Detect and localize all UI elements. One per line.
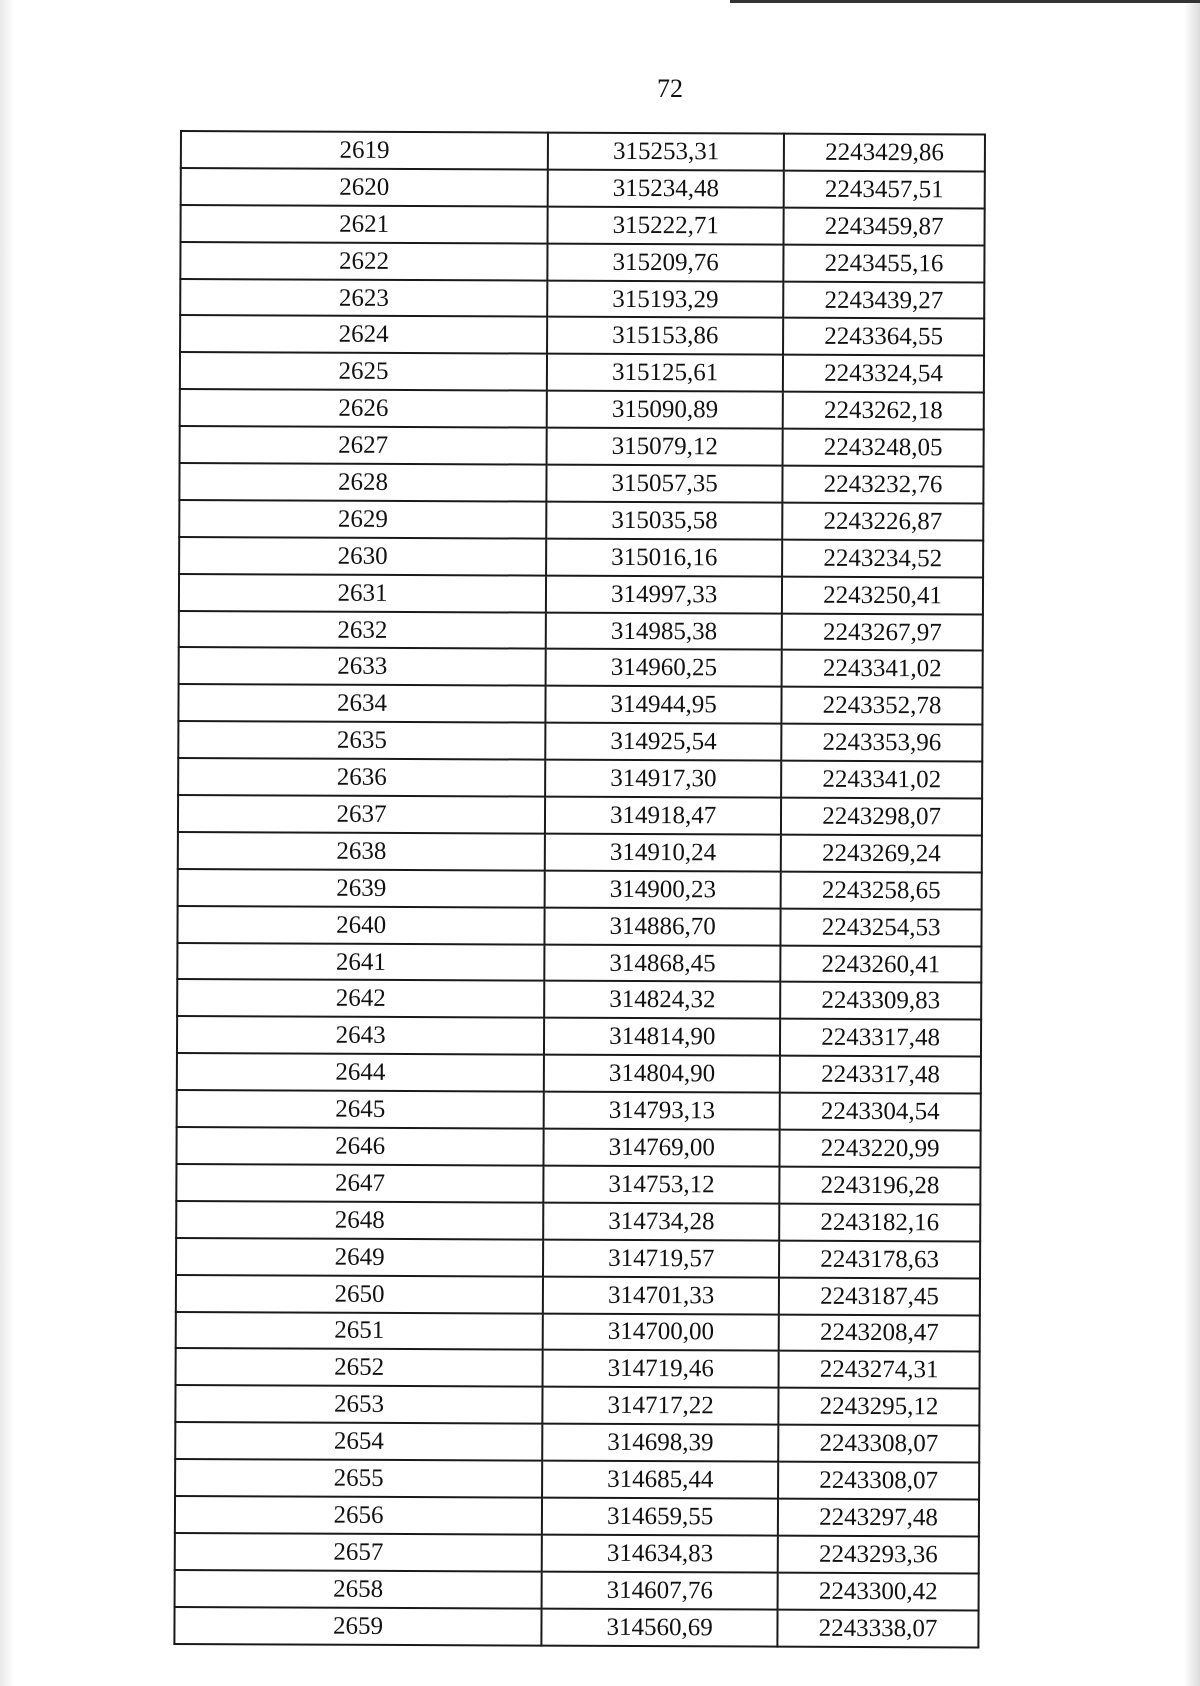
point-number-cell: 2656 xyxy=(175,1496,542,1534)
table-row xyxy=(175,1385,979,1425)
y-coordinate-cell: 2243234,52 xyxy=(782,539,983,577)
x-coordinate-cell: 315125,61 xyxy=(547,354,783,392)
x-coordinate-cell: 314560,69 xyxy=(542,1608,778,1646)
y-coordinate-cell: 2243293,36 xyxy=(778,1535,979,1573)
y-coordinate-cell: 2243254,53 xyxy=(781,908,982,946)
point-number-cell: 2653 xyxy=(175,1385,542,1423)
scan-edge-left xyxy=(0,0,14,1686)
table-row xyxy=(176,1311,980,1351)
point-number-cell: 2640 xyxy=(177,906,544,944)
point-number-cell: 2626 xyxy=(180,389,547,427)
x-coordinate-cell: 314634,83 xyxy=(542,1534,778,1572)
x-coordinate-cell: 315153,86 xyxy=(547,317,783,355)
scan-top-line xyxy=(730,0,1200,3)
table-row xyxy=(178,721,982,761)
y-coordinate-cell: 2243308,07 xyxy=(778,1462,979,1500)
table-row xyxy=(177,906,981,946)
y-coordinate-cell: 2243341,02 xyxy=(781,761,982,799)
table-row xyxy=(178,684,982,724)
x-coordinate-cell: 315016,16 xyxy=(546,538,782,576)
table-row xyxy=(176,1275,980,1315)
y-coordinate-cell: 2243308,07 xyxy=(778,1425,979,1463)
y-coordinate-cell: 2243232,76 xyxy=(783,466,984,504)
point-number-cell: 2624 xyxy=(180,315,547,353)
y-coordinate-cell: 2243459,87 xyxy=(784,207,985,245)
table-row xyxy=(175,1496,979,1536)
point-number-cell: 2641 xyxy=(177,943,544,981)
y-coordinate-cell: 2243295,12 xyxy=(779,1388,980,1426)
point-number-cell: 2639 xyxy=(178,869,545,907)
x-coordinate-cell: 314734,28 xyxy=(543,1202,779,1240)
table-row xyxy=(181,168,985,208)
x-coordinate-cell: 314685,44 xyxy=(542,1461,778,1499)
x-coordinate-cell: 314886,70 xyxy=(545,907,781,945)
x-coordinate-cell: 315057,35 xyxy=(547,465,783,503)
x-coordinate-cell: 314900,23 xyxy=(545,870,781,908)
x-coordinate-cell: 314824,32 xyxy=(544,981,780,1019)
x-coordinate-cell: 314719,57 xyxy=(543,1239,779,1277)
table-row xyxy=(179,611,983,651)
table-row xyxy=(174,1607,978,1647)
table-row xyxy=(177,1016,981,1056)
point-number-cell: 2654 xyxy=(175,1422,542,1460)
table-row xyxy=(175,1533,979,1573)
point-number-cell: 2642 xyxy=(177,979,544,1017)
y-coordinate-cell: 2243258,65 xyxy=(781,871,982,909)
table-row xyxy=(177,1090,981,1130)
x-coordinate-cell: 314607,76 xyxy=(542,1571,778,1609)
x-coordinate-cell: 314944,95 xyxy=(546,686,782,724)
table-row xyxy=(178,832,982,872)
point-number-cell: 2630 xyxy=(179,537,546,575)
x-coordinate-cell: 314700,00 xyxy=(543,1313,779,1351)
x-coordinate-cell: 315209,76 xyxy=(548,243,784,281)
table-row xyxy=(179,647,983,687)
x-coordinate-cell: 314698,39 xyxy=(542,1424,778,1462)
table-row xyxy=(176,1201,980,1241)
point-number-cell: 2627 xyxy=(180,426,547,464)
x-coordinate-cell: 314753,12 xyxy=(543,1166,779,1204)
table-row xyxy=(176,1238,980,1278)
y-coordinate-cell: 2243338,07 xyxy=(778,1609,979,1647)
point-number-cell: 2644 xyxy=(177,1053,544,1091)
y-coordinate-cell: 2243341,02 xyxy=(782,650,983,688)
point-number-cell: 2632 xyxy=(179,611,546,649)
table-row xyxy=(175,1459,979,1499)
table-row xyxy=(180,352,984,392)
y-coordinate-cell: 2243439,27 xyxy=(783,281,984,319)
y-coordinate-cell: 2243178,63 xyxy=(779,1240,980,1278)
table-row xyxy=(176,1164,980,1204)
y-coordinate-cell: 2243226,87 xyxy=(782,503,983,541)
y-coordinate-cell: 2243298,07 xyxy=(781,798,982,836)
y-coordinate-cell: 2243274,31 xyxy=(779,1351,980,1389)
table-row xyxy=(178,795,982,835)
point-number-cell: 2645 xyxy=(177,1090,544,1128)
table-row xyxy=(179,463,983,503)
x-coordinate-cell: 315035,58 xyxy=(546,502,782,540)
point-number-cell: 2637 xyxy=(178,795,545,833)
x-coordinate-cell: 314985,38 xyxy=(546,612,782,650)
table-row xyxy=(177,1053,981,1093)
x-coordinate-cell: 314997,33 xyxy=(546,575,782,613)
table-row xyxy=(178,758,982,798)
point-number-cell: 2651 xyxy=(176,1311,543,1349)
x-coordinate-cell: 314719,46 xyxy=(543,1350,779,1388)
y-coordinate-cell: 2243260,41 xyxy=(780,945,981,983)
y-coordinate-cell: 2243196,28 xyxy=(780,1167,981,1205)
y-coordinate-cell: 2243187,45 xyxy=(779,1277,980,1315)
x-coordinate-cell: 314918,47 xyxy=(545,797,781,835)
point-number-cell: 2623 xyxy=(180,279,547,317)
point-number-cell: 2628 xyxy=(179,463,546,501)
y-coordinate-cell: 2243324,54 xyxy=(783,355,984,393)
scan-edge-right xyxy=(1184,0,1200,1686)
page-number: 72 xyxy=(657,74,683,103)
table-row xyxy=(180,389,984,429)
point-number-cell: 2655 xyxy=(175,1459,542,1497)
table-row xyxy=(179,500,983,540)
point-number-cell: 2622 xyxy=(180,242,547,280)
y-coordinate-cell: 2243457,51 xyxy=(784,171,985,209)
x-coordinate-cell: 314910,24 xyxy=(545,834,781,872)
point-number-cell: 2638 xyxy=(178,832,545,870)
y-coordinate-cell: 2243267,97 xyxy=(782,613,983,651)
point-number-cell: 2648 xyxy=(176,1201,543,1239)
point-number-cell: 2659 xyxy=(174,1607,541,1645)
y-coordinate-cell: 2243248,05 xyxy=(783,429,984,467)
point-number-cell: 2657 xyxy=(175,1533,542,1571)
y-coordinate-cell: 2243269,24 xyxy=(781,835,982,873)
y-coordinate-cell: 2243262,18 xyxy=(783,392,984,430)
x-coordinate-cell: 314717,22 xyxy=(543,1387,779,1425)
x-coordinate-cell: 314868,45 xyxy=(544,944,780,982)
table-row xyxy=(177,943,981,983)
table-row xyxy=(175,1570,979,1610)
x-coordinate-cell: 314701,33 xyxy=(543,1276,779,1314)
y-coordinate-cell: 2243317,48 xyxy=(780,1056,981,1094)
y-coordinate-cell: 2243364,55 xyxy=(783,318,984,356)
point-number-cell: 2631 xyxy=(179,574,546,612)
x-coordinate-cell: 315253,31 xyxy=(548,133,784,171)
point-number-cell: 2649 xyxy=(176,1238,543,1276)
point-number-cell: 2634 xyxy=(178,684,545,722)
table-row xyxy=(175,1422,979,1462)
y-coordinate-cell: 2243297,48 xyxy=(778,1499,979,1537)
x-coordinate-cell: 315090,89 xyxy=(547,391,783,429)
x-coordinate-cell: 315234,48 xyxy=(548,169,784,207)
y-coordinate-cell: 2243455,16 xyxy=(784,244,985,282)
point-number-cell: 2658 xyxy=(175,1570,542,1608)
point-number-cell: 2629 xyxy=(179,500,546,538)
point-number-cell: 2647 xyxy=(176,1164,543,1202)
point-number-cell: 2625 xyxy=(180,352,547,390)
table-row xyxy=(176,1127,980,1167)
y-coordinate-cell: 2243220,99 xyxy=(780,1130,981,1168)
point-number-cell: 2620 xyxy=(181,168,548,206)
x-coordinate-cell: 315222,71 xyxy=(548,206,784,244)
x-coordinate-cell: 315193,29 xyxy=(547,280,783,318)
point-number-cell: 2652 xyxy=(176,1348,543,1386)
table-row xyxy=(179,574,983,614)
y-coordinate-cell: 2243309,83 xyxy=(780,982,981,1020)
x-coordinate-cell: 314917,30 xyxy=(545,760,781,798)
y-coordinate-cell: 2243182,16 xyxy=(779,1203,980,1241)
point-number-cell: 2650 xyxy=(176,1275,543,1313)
table-row xyxy=(179,537,983,577)
table-row xyxy=(181,205,985,245)
table-row xyxy=(177,979,981,1019)
x-coordinate-cell: 314793,13 xyxy=(544,1092,780,1130)
table-row xyxy=(180,242,984,282)
y-coordinate-cell: 2243208,47 xyxy=(779,1314,980,1352)
x-coordinate-cell: 314814,90 xyxy=(544,1018,780,1056)
coordinates-table xyxy=(173,130,986,1648)
table-row xyxy=(180,315,984,355)
x-coordinate-cell: 314659,55 xyxy=(542,1498,778,1536)
point-number-cell: 2633 xyxy=(179,647,546,685)
x-coordinate-cell: 314769,00 xyxy=(544,1129,780,1167)
table-row xyxy=(181,131,985,171)
y-coordinate-cell: 2243352,78 xyxy=(782,687,983,725)
y-coordinate-cell: 2243429,86 xyxy=(784,134,985,172)
x-coordinate-cell: 314960,25 xyxy=(546,649,782,687)
point-number-cell: 2636 xyxy=(178,758,545,796)
point-number-cell: 2619 xyxy=(181,131,548,169)
x-coordinate-cell: 314804,90 xyxy=(544,1055,780,1093)
table-row xyxy=(180,426,984,466)
point-number-cell: 2635 xyxy=(178,721,545,759)
y-coordinate-cell: 2243300,42 xyxy=(778,1572,979,1610)
y-coordinate-cell: 2243353,96 xyxy=(781,724,982,762)
y-coordinate-cell: 2243317,48 xyxy=(780,1019,981,1057)
table-row xyxy=(178,869,982,909)
table-row xyxy=(180,279,984,319)
point-number-cell: 2621 xyxy=(181,205,548,243)
point-number-cell: 2643 xyxy=(177,1016,544,1054)
y-coordinate-cell: 2243250,41 xyxy=(782,576,983,614)
y-coordinate-cell: 2243304,54 xyxy=(780,1093,981,1131)
table-row xyxy=(176,1348,980,1388)
point-number-cell: 2646 xyxy=(176,1127,543,1165)
x-coordinate-cell: 315079,12 xyxy=(547,428,783,466)
x-coordinate-cell: 314925,54 xyxy=(545,723,781,761)
coordinates-table-body xyxy=(174,131,985,1647)
